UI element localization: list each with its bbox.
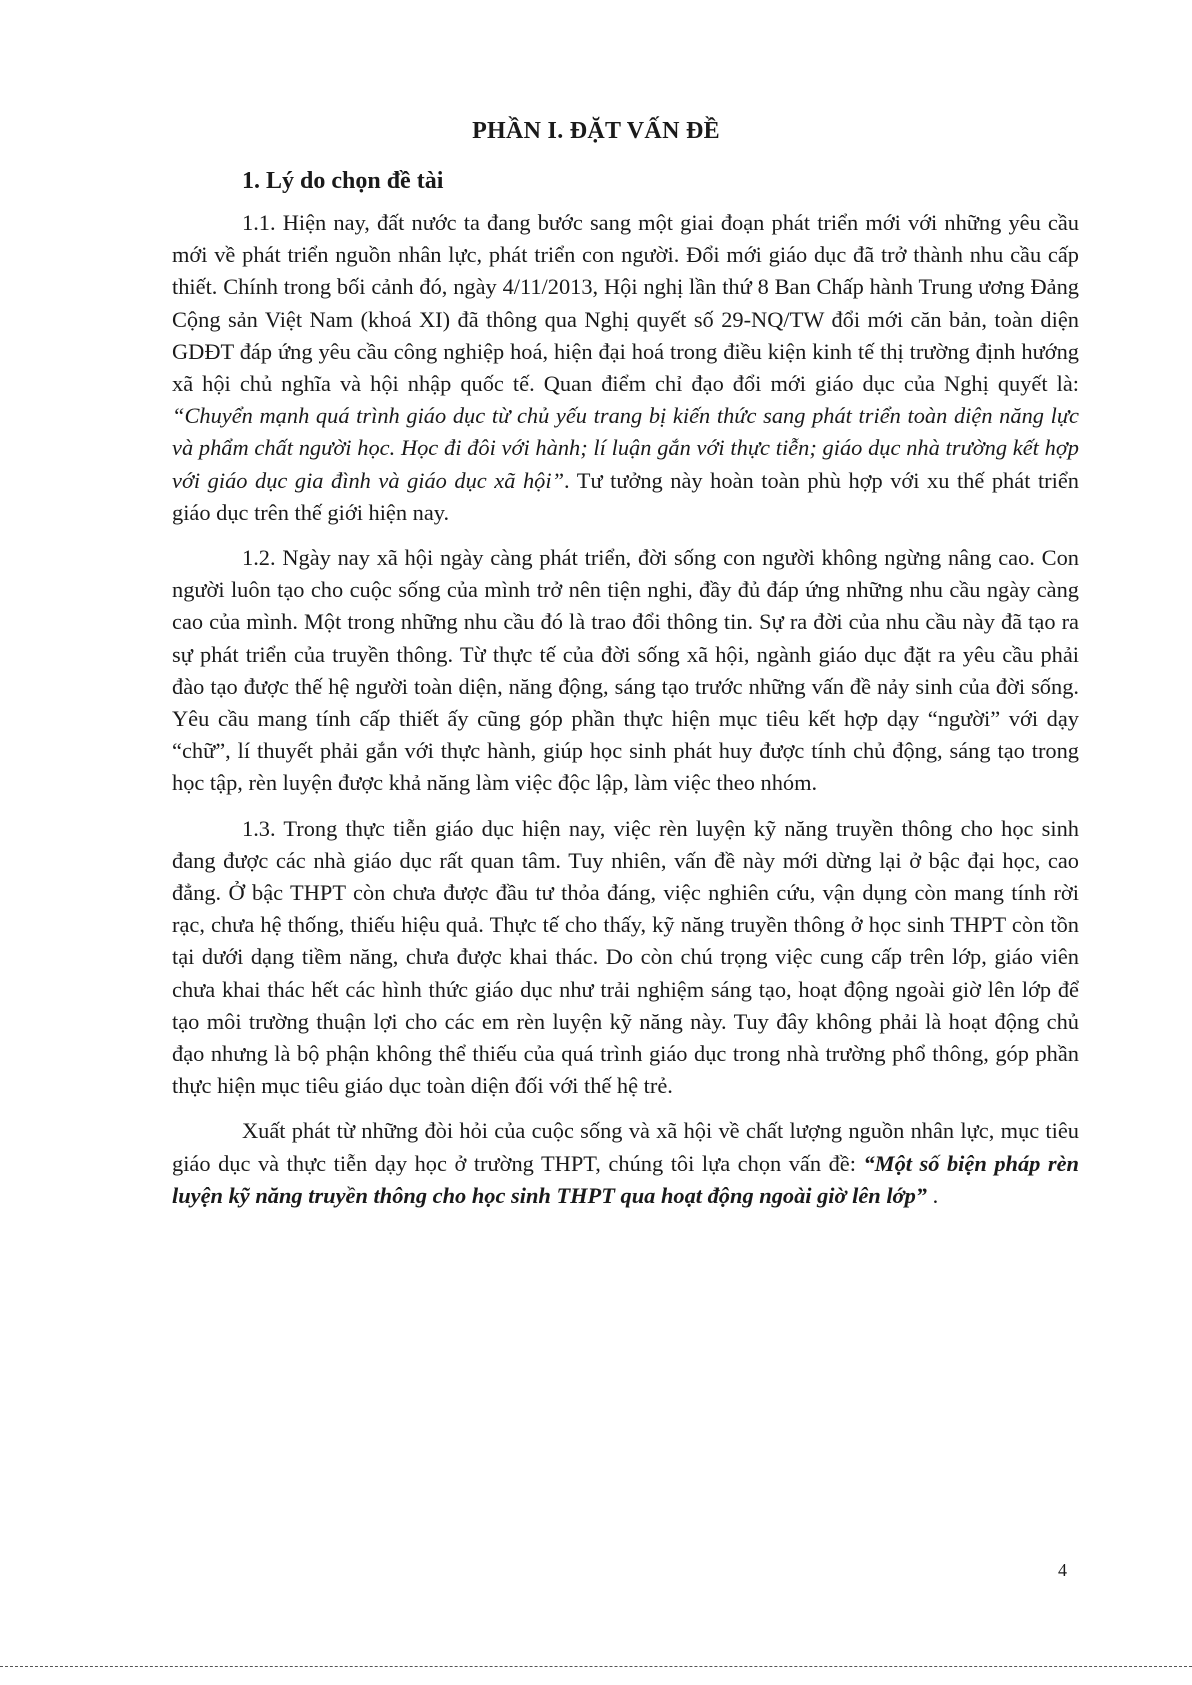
paragraph-1-1-text: 1.1. Hiện nay, đất nước ta đang bước sang một giai đoạn phát triển mới với những yêu cầu mới về phát triển nguồn nhân lực, phát triển con người. Đổi mới giáo dục đã trở thành nhu cầu cấp thiết. Chính trong bối cảnh đó, ngày 4/11/2013, Hội nghị lần thứ 8 Ban Chấp hành Trung ương Đảng Cộng sản Việt Nam (khoá XI) đã thông qua Nghị quyết số 29-NQ/TW đổi mới căn bản, toàn diện GDĐT đáp ứng yêu cầu công nghiệp hoá, hiện đại hoá trong điều kiện kinh tế thị trường định hướng xã hội chủ nghĩa và hội nhập quốc tế. Quan điểm chỉ đạo đổi mới giáo dục của Nghị quyết là: (172, 210, 1079, 397)
part-title: PHẦN I. ĐẶT VẤN ĐỀ (472, 118, 720, 144)
paragraph-1-2: 1.2. Ngày nay xã hội ngày càng phát triển, đời sống con người không ngừng nâng cao. Con người luôn tạo cho cuộc sống của mình trở nên tiện nghi, đầy đủ đáp ứng những nhu cầu ngày càng cao của mình. Một trong những nhu cầu đó là trao đổi thông tin. Sự ra đời của nhu cầu này đã tạo ra sự phát triển của truyền thông. Từ thực tế của đời sống xã hội, ngành giáo dục đặt ra yêu cầu phải đào tạo được thế hệ người toàn diện, năng động, sáng tạo trước những vấn đề nảy sinh của đời sống. Yêu cầu mang tính cấp thiết ấy cũng góp phần thực hiện mục tiêu kết hợp dạy “người” với dạy “chữ”, lí thuyết phải gắn với thực hành, giúp học sinh phát huy được tính chủ động, sáng tạo trong học tập, rèn luyện được khả năng làm việc độc lập, làm việc theo nhóm. (172, 545, 1079, 796)
paragraph-1-1 (172, 207, 1079, 529)
body-text (172, 207, 1079, 1225)
paragraph-conclusion-ending: . (926, 1182, 939, 1208)
paragraph-1-1-ending: . Tư tưởng này hoàn toàn phù hợp với xu thế phát triển giáo dục trên thế giới hiện nay. (172, 467, 1079, 525)
page-number: 4 (1058, 1560, 1067, 1580)
research-topic: “Một số biện pháp rèn luyện kỹ năng truyền thông cho học sinh THPT qua hoạt động ngoài giờ lên lớp” (172, 1150, 1079, 1208)
resolution-quote: “Chuyển mạnh quá trình giáo dục từ chủ yếu trang bị kiến thức sang phát triển toàn diện năng lực và phẩm chất người học. Học đi đôi với hành; lí luận gắn với thực tiễn; giáo dục nhà trường kết hợp với giáo dục gia đình và giáo dục xã hội” (172, 403, 1079, 493)
paragraph-1-3: 1.3. Trong thực tiễn giáo dục hiện nay, việc rèn luyện kỹ năng truyền thông cho học sinh đang được các nhà giáo dục rất quan tâm. Tuy nhiên, vấn đề này mới dừng lại ở bậc đại học, cao đẳng. Ở bậc THPT còn chưa được đầu tư thỏa đáng, việc nghiên cứu, vận dụng còn mang tính rời rạc, chưa hệ thống, thiếu hiệu quả. Thực tế cho thấy, kỹ năng truyền thông ở học sinh THPT còn tồn tại dưới dạng tiềm năng, chưa được khai thác. Do còn chú trọng việc cung cấp trên lớp, giáo viên chưa khai thác hết các hình thức giáo dục như trải nghiệm sáng tạo, hoạt động ngoài giờ lên lớp để tạo môi trường thuận lợi cho các em rèn luyện kỹ năng này. Tuy đây không phải là hoạt động chủ đạo nhưng là bộ phận không thể thiếu của quá trình giáo dục trong nhà trường phổ thông, góp phần thực hiện mục tiêu giáo dục toàn diện đối với thế hệ trẻ. (172, 815, 1079, 1099)
section-heading: 1. Lý do chọn đề tài (242, 168, 444, 194)
paragraph-conclusion-text: Xuất phát từ những đòi hỏi của cuộc sống và xã hội về chất lượng nguồn nhân lực, mục tiêu giáo dục và thực tiễn dạy học ở trường THPT, chúng tôi lựa chọn vấn đề: (172, 1118, 1079, 1176)
bottom-divider (0, 1666, 1192, 1667)
paragraph-conclusion (172, 1115, 1079, 1212)
